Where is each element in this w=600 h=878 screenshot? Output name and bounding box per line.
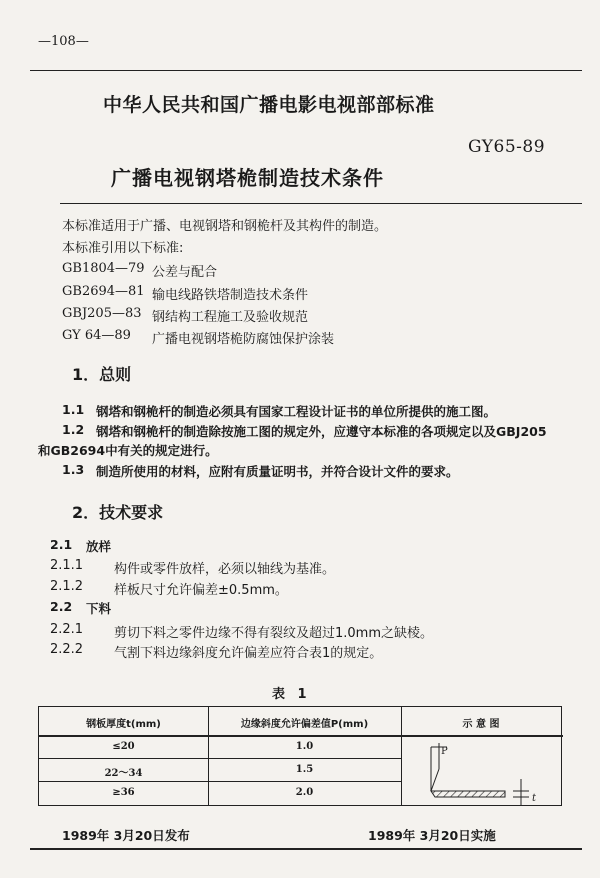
- bevel-diagram: [409, 739, 554, 805]
- header-thickness: 钢板厚度t(mm): [86, 719, 161, 730]
- subsection-number: 2.2: [50, 599, 73, 614]
- item-text: 气割下料边缘斜度允许偏差应符合表1的规定。: [114, 646, 383, 661]
- reference-code: GB1804—79: [62, 261, 145, 276]
- clause-continuation: 和GB2694中有关的规定进行。: [38, 443, 218, 458]
- standard-code: GY65-89: [468, 137, 546, 157]
- reference-code: GB2694—81: [62, 284, 145, 299]
- reference-code: GY 64—89: [62, 328, 131, 343]
- item-text: 构件或零件放样，必须以轴线为基准。: [114, 562, 336, 577]
- clause-text: 钢塔和钢桅杆的制造必须具有国家工程设计证书的单位所提供的施工图。: [96, 404, 497, 419]
- reference-name: 广播电视钢塔桅防腐蚀保护涂装: [152, 332, 335, 347]
- title-rule: [60, 203, 582, 204]
- p-label: P: [441, 746, 448, 757]
- header-diagram: 示 意 图: [462, 719, 500, 730]
- thickness-cell: ≥36: [112, 787, 135, 798]
- reference-code: GBJ205—83: [62, 306, 142, 321]
- header-deviation: 边缘斜度允许偏差值P(mm): [240, 719, 369, 730]
- item-text: 剪切下料之零件边缘不得有裂纹及超过1.0mm之缺棱。: [114, 626, 434, 641]
- bevel-edge-line: [431, 769, 439, 791]
- scope-statement: 本标准适用于广播、电视钢塔和钢桅杆及其构件的制造。: [62, 219, 388, 234]
- clause-text: 钢塔和钢桅杆的制造除按施工图的规定外，应遵守本标准的各项规定以及GBJ205: [96, 424, 547, 439]
- reference-name: 钢结构工程施工及验收规范: [152, 310, 309, 325]
- effective-date: 1989年 3月20日实施: [368, 828, 496, 843]
- subsection-title: 下料: [86, 601, 112, 616]
- organization-title: 中华人民共和国广播电影电视部部标准: [103, 94, 435, 116]
- clause-number: 1.3: [62, 462, 85, 477]
- deviation-table: [38, 706, 562, 806]
- item-number: 2.2.1: [50, 622, 84, 637]
- section-1-heading: 1．总则: [72, 365, 132, 384]
- page-number: —108—: [38, 34, 89, 49]
- deviation-cell: 1.5: [295, 764, 314, 775]
- bottom-rule: [30, 848, 582, 850]
- clause-number: 1.1: [62, 402, 85, 417]
- clause-text: 制造所使用的材料，应附有质量证明书，并符合设计文件的要求。: [96, 464, 459, 479]
- table-header-rule: [39, 735, 563, 737]
- published-date: 1989年 3月20日发布: [62, 828, 190, 843]
- subsection-number: 2.1: [50, 537, 73, 552]
- item-number: 2.1.2: [50, 579, 84, 594]
- deviation-cell: 1.0: [295, 741, 314, 752]
- item-text: 样板尺寸允许偏差±0.5mm。: [114, 583, 288, 598]
- document-title: 广播电视钢塔桅制造技术条件: [111, 166, 384, 190]
- clause-number: 1.2: [62, 422, 85, 437]
- steel-plate-section: [431, 791, 505, 797]
- deviation-cell: 2.0: [295, 787, 314, 798]
- references-intro: 本标准引用以下标准:: [62, 241, 184, 256]
- thickness-cell: ≤20: [112, 741, 135, 752]
- subsection-title: 放样: [86, 539, 112, 554]
- top-rule: [30, 70, 582, 71]
- section-2-heading: 2．技术要求: [72, 503, 164, 522]
- t-label: t: [532, 793, 537, 804]
- table-row-rule: [39, 781, 401, 782]
- item-number: 2.2.2: [50, 642, 84, 657]
- reference-name: 输电线路铁塔制造技术条件: [152, 288, 309, 303]
- thickness-cell: 22～34: [104, 768, 143, 779]
- table-caption: 表 1: [272, 687, 311, 702]
- item-number: 2.1.1: [50, 558, 84, 573]
- reference-name: 公差与配合: [152, 265, 218, 280]
- table-row-rule: [39, 758, 401, 759]
